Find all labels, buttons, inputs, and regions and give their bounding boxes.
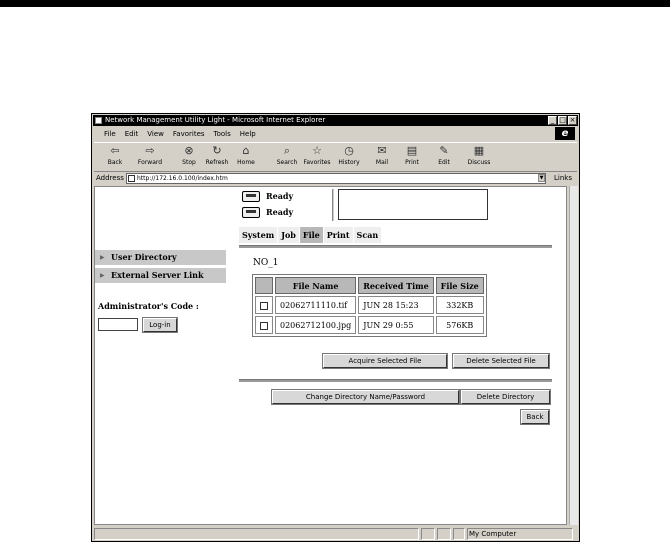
back-button[interactable] bbox=[100, 145, 130, 166]
received-time-header: Received Time bbox=[358, 277, 433, 294]
discuss-icon: ▦ bbox=[473, 144, 485, 157]
minimize-button[interactable]: _ bbox=[548, 116, 557, 125]
page-top-rule bbox=[0, 0, 670, 7]
status-divider bbox=[332, 189, 334, 221]
forward-arrow-icon: ⇨ bbox=[145, 144, 155, 157]
section-divider bbox=[239, 379, 552, 382]
file-checkbox[interactable] bbox=[260, 322, 268, 330]
refresh-label: Refresh bbox=[205, 159, 229, 166]
printer-icon bbox=[242, 191, 260, 202]
forward-button[interactable] bbox=[135, 145, 165, 166]
scanner-status-text: Ready bbox=[266, 207, 294, 217]
received-time-cell: JUN 28 15:23 bbox=[358, 296, 433, 314]
stop-label: Stop bbox=[182, 159, 196, 166]
mail-label: Mail bbox=[375, 159, 389, 166]
close-button[interactable]: × bbox=[569, 116, 576, 124]
external-server-label: External Server Link bbox=[111, 270, 204, 280]
edit-icon: ✎ bbox=[439, 144, 449, 157]
tab-print[interactable]: Print bbox=[324, 227, 353, 243]
standard-toolbar bbox=[94, 142, 577, 172]
table-row bbox=[255, 316, 484, 334]
tab-job[interactable]: Job bbox=[278, 227, 299, 243]
user-directory-label: User Directory bbox=[111, 252, 177, 262]
status-bar bbox=[94, 528, 577, 540]
status-main bbox=[94, 528, 419, 540]
address-dropdown-button[interactable]: ▼ bbox=[539, 175, 544, 181]
acquire-selected-file-button[interactable]: Acquire Selected File bbox=[323, 354, 447, 368]
edit-button[interactable] bbox=[429, 145, 459, 166]
file-name-header: File Name bbox=[275, 277, 356, 294]
mail-button[interactable] bbox=[367, 145, 397, 166]
table-header-row bbox=[255, 277, 484, 294]
history-button[interactable] bbox=[334, 145, 364, 166]
tab-bar bbox=[239, 227, 382, 243]
scanner-icon bbox=[242, 207, 260, 218]
vertical-scrollbar[interactable] bbox=[569, 186, 578, 525]
change-directory-button[interactable]: Change Directory Name/Password bbox=[272, 390, 459, 404]
search-button[interactable] bbox=[272, 145, 302, 166]
favorites-button[interactable] bbox=[302, 145, 332, 166]
admin-code-input[interactable] bbox=[98, 318, 138, 331]
search-icon: ⌕ bbox=[283, 144, 291, 157]
external-server-link[interactable] bbox=[95, 268, 226, 283]
select-column-header bbox=[255, 277, 273, 294]
refresh-button[interactable] bbox=[202, 145, 232, 166]
forward-label: Forward bbox=[137, 159, 163, 166]
directory-name: NO_1 bbox=[253, 258, 279, 268]
home-label: Home bbox=[237, 159, 255, 166]
title-bar bbox=[93, 115, 578, 126]
page-content bbox=[94, 186, 567, 525]
history-label: History bbox=[338, 159, 360, 166]
favorites-label: Favorites bbox=[303, 159, 331, 166]
address-url: http://172.16.0.100/index.htm bbox=[137, 175, 228, 182]
menu-arrow-icon: ▶ bbox=[100, 254, 105, 261]
edit-label: Edit bbox=[438, 159, 450, 166]
user-directory-link[interactable] bbox=[95, 250, 226, 265]
back-label: Back bbox=[107, 159, 123, 166]
browser-window bbox=[91, 113, 580, 542]
address-input[interactable] bbox=[126, 173, 546, 184]
message-box bbox=[338, 189, 488, 220]
login-button[interactable]: Log-in bbox=[143, 318, 177, 332]
file-table bbox=[252, 274, 487, 337]
tab-file[interactable]: File bbox=[300, 227, 323, 243]
discuss-button[interactable] bbox=[464, 145, 494, 166]
tab-scan[interactable]: Scan bbox=[354, 227, 382, 243]
tab-underline bbox=[239, 245, 552, 248]
ie-throbber-icon: e bbox=[555, 127, 575, 140]
home-button[interactable] bbox=[231, 145, 261, 166]
history-icon: ◷ bbox=[344, 144, 354, 157]
admin-code-label: Administrator's Code : bbox=[98, 301, 199, 311]
menu-view[interactable]: View bbox=[147, 130, 164, 138]
print-label: Print bbox=[405, 159, 419, 166]
table-row bbox=[255, 296, 484, 314]
file-size-header: File Size bbox=[436, 277, 484, 294]
select-cell bbox=[255, 316, 273, 334]
home-icon: ⌂ bbox=[242, 144, 250, 157]
window-title: Network Management Utility Light - Microsoft Internet Explorer bbox=[105, 116, 326, 124]
mail-icon: ✉ bbox=[377, 144, 387, 157]
page-icon bbox=[128, 175, 135, 182]
menu-arrow-icon: ▶ bbox=[100, 272, 105, 279]
select-cell bbox=[255, 296, 273, 314]
back-arrow-icon: ⇦ bbox=[110, 144, 120, 157]
tab-system[interactable]: System bbox=[239, 227, 277, 243]
file-name-cell: 02062711110.tif bbox=[275, 296, 356, 314]
refresh-icon: ↻ bbox=[212, 144, 222, 157]
print-button[interactable] bbox=[397, 145, 427, 166]
discuss-label: Discuss bbox=[467, 159, 491, 166]
menu-bar bbox=[94, 128, 577, 140]
back-page-button[interactable]: Back bbox=[521, 410, 549, 424]
file-checkbox[interactable] bbox=[260, 302, 268, 310]
status-cell bbox=[437, 528, 451, 540]
menu-file[interactable]: File bbox=[104, 130, 116, 138]
menu-favorites[interactable]: Favorites bbox=[172, 130, 205, 138]
address-bar bbox=[94, 173, 577, 185]
stop-icon: ⊗ bbox=[184, 144, 194, 157]
stop-button[interactable] bbox=[174, 145, 204, 166]
menu-edit[interactable]: Edit bbox=[124, 130, 139, 138]
menu-tools[interactable]: Tools bbox=[213, 130, 231, 138]
file-size-cell: 576KB bbox=[436, 316, 484, 334]
file-name-cell: 02062712100.jpg bbox=[275, 316, 356, 334]
menu-help[interactable]: Help bbox=[239, 130, 256, 138]
delete-selected-file-button[interactable]: Delete Selected File bbox=[453, 354, 549, 368]
address-label: Address bbox=[96, 174, 124, 182]
status-cell bbox=[453, 528, 465, 540]
maximize-button[interactable]: □ bbox=[559, 116, 566, 124]
printer-status-text: Ready bbox=[266, 191, 294, 201]
file-size-cell: 332KB bbox=[436, 296, 484, 314]
links-button[interactable]: Links bbox=[554, 174, 572, 182]
print-icon: ▤ bbox=[406, 144, 418, 157]
search-label: Search bbox=[276, 159, 298, 166]
favorites-icon: ☆ bbox=[312, 144, 322, 157]
delete-directory-button[interactable]: Delete Directory bbox=[461, 390, 550, 404]
zone-label: My Computer bbox=[469, 530, 517, 538]
ie-app-icon bbox=[95, 117, 102, 124]
received-time-cell: JUN 29 0:55 bbox=[358, 316, 433, 334]
status-cell bbox=[421, 528, 435, 540]
